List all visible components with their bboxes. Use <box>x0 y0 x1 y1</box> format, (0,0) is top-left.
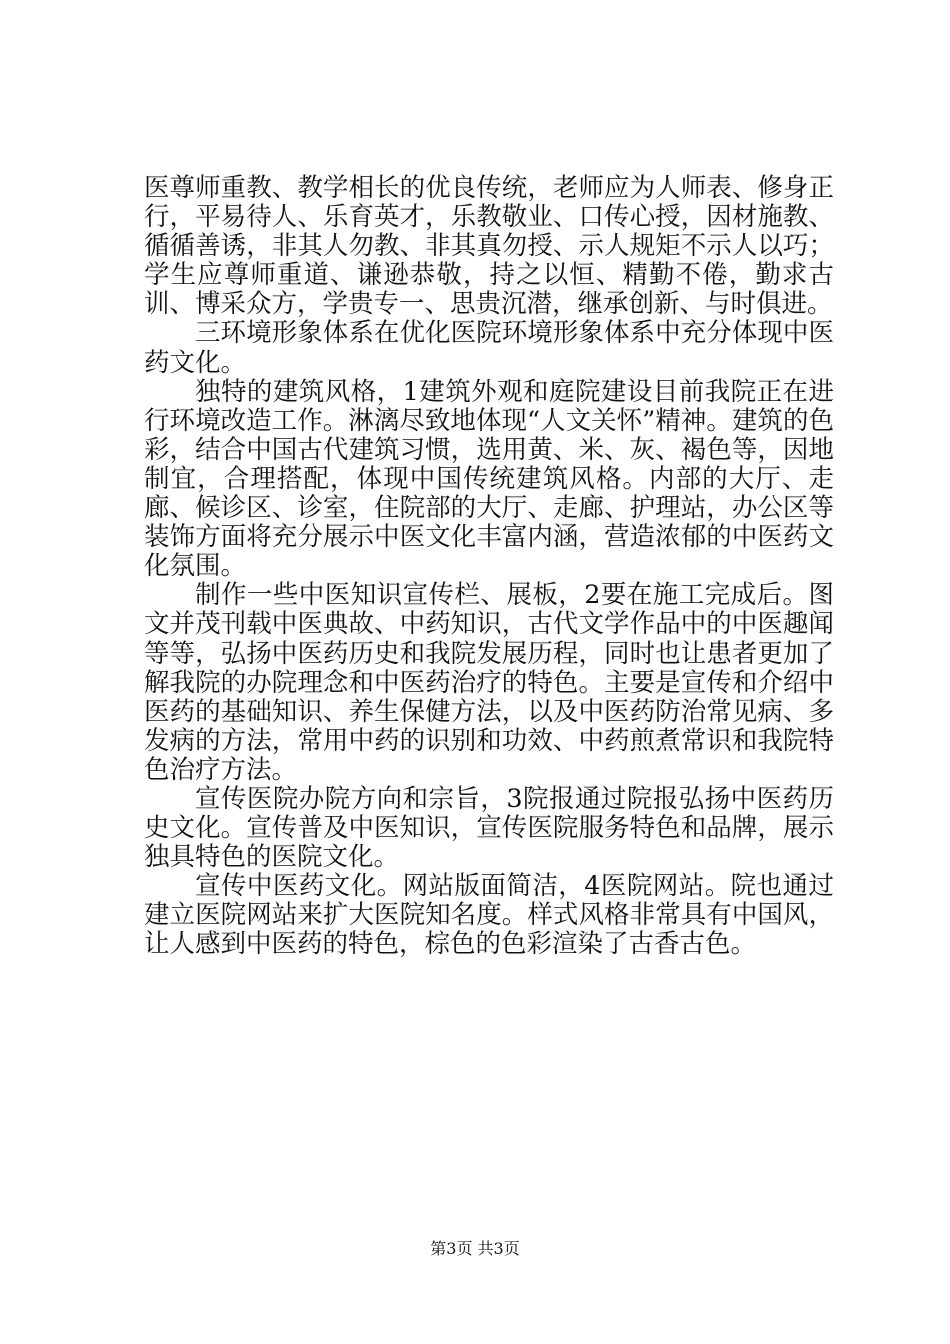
paragraph-2: 三环境形象体系在优化医院环境形象体系中充分体现中医药文化。 <box>144 318 834 378</box>
document-body <box>144 174 834 960</box>
paragraph-1: 医尊师重教、教学相长的优良传统，老师应为人师表、修身正行，平易待人、乐育英才，乐教敬业、口传心授，因材施教、循循善诱，非其人勿教、非其真勿授、示人规矩不示人以巧；学生应尊师重道、谦逊恭敬，持之以恒、精勤不倦，勤求古训、博采众方，学贵专一、思贵沉潜，继承创新、与时俱进。 <box>144 173 834 320</box>
page-number-footer: 第3页 共3页 <box>430 1239 520 1258</box>
paragraph-3: 独特的建筑风格，1建筑外观和庭院建设目前我院正在进行环境改造工作。淋漓尽致地体现“人文关怀”精神。建筑的色彩，结合中国古代建筑习惯，选用黄、米、灰、褐色等，因地制宜，合理搭配，体现中国传统建筑风格。内部的大厅、走廊、候诊区、诊室，住院部的大厅、走廊、护理站，办公区等装饰方面将充分展示中医文化丰富内涵，营造浓郁的中医药文化氛围。 <box>144 376 834 582</box>
paragraph-6: 宣传中医药文化。网站版面简洁，4医院网站。院也通过建立医院网站来扩大医院知名度。样式风格非常具有中国风，让人感到中医药的特色，棕色的色彩渲染了古香古色。 <box>144 871 834 960</box>
paragraph-4: 制作一些中医知识宣传栏、展板，2要在施工完成后。图文并茂刊载中医典故、中药知识，古代文学作品中的中医趣闻等等，弘扬中医药历史和我院发展历程，同时也让患者更加了解我院的办院理念和中医药治疗的特色。主要是宣传和介绍中医药的基础知识、养生保健方法，以及中医药防治常见病、多发病的方法，常用中药的识别和功效、中药煎煮常识和我院特色治疗方法。 <box>144 580 834 785</box>
paragraph-5: 宣传医院办院方向和宗旨，3院报通过院报弘扬中医药历史文化。宣传普及中医知识，宣传医院服务特色和品牌，展示独具特色的医院文化。 <box>144 783 834 873</box>
